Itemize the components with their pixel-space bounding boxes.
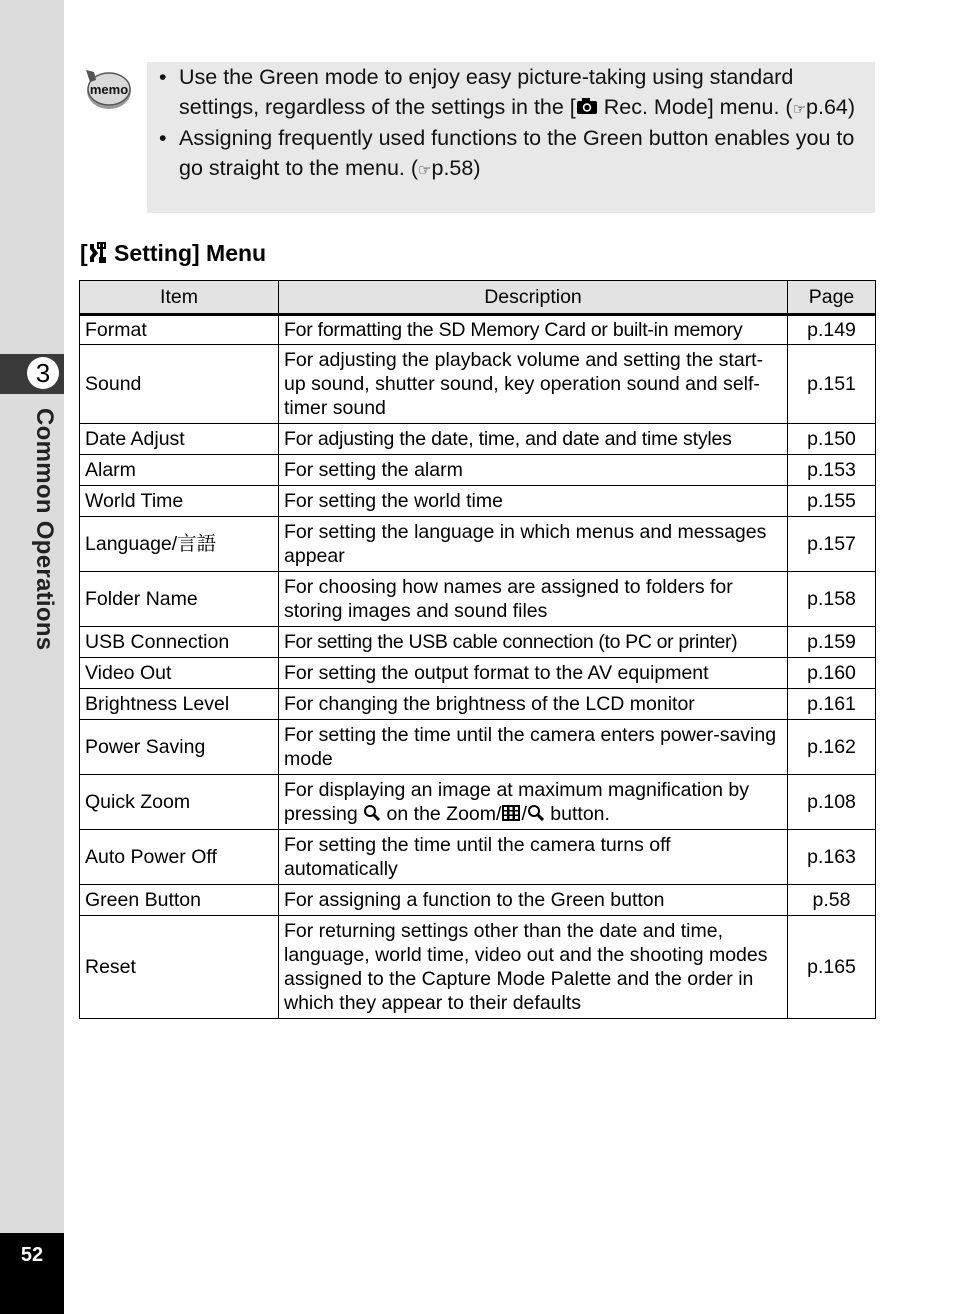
page-cell: p.158 <box>788 572 876 627</box>
memo-item <box>159 124 865 185</box>
wrench-icon <box>88 242 108 264</box>
page-cell: p.150 <box>788 424 876 455</box>
page-cell: p.161 <box>788 689 876 720</box>
table-row <box>80 689 876 720</box>
item-cell: Brightness Level <box>80 689 279 720</box>
table-row <box>80 775 876 830</box>
table-row <box>80 315 876 345</box>
memo-item <box>159 63 865 124</box>
item-cell: World Time <box>80 486 279 517</box>
table-row <box>80 885 876 916</box>
description-part: For displaying an image at maximum magnification by pressing <box>284 779 749 825</box>
description-cell: For formatting the SD Memory Card or built-in memory <box>279 315 788 345</box>
memo-ref: p.64) <box>806 94 856 119</box>
description-cell: For choosing how names are assigned to folders for storing images and sound files <box>279 572 788 627</box>
chapter-title: Common Operations <box>31 408 58 651</box>
table-header-row <box>80 281 876 315</box>
description-cell: For changing the brightness of the LCD monitor <box>279 689 788 720</box>
description-cell: For setting the time until the camera enters power-saving mode <box>279 720 788 775</box>
item-cell: Date Adjust <box>80 424 279 455</box>
table-row <box>80 658 876 689</box>
description-cell: For setting the alarm <box>279 455 788 486</box>
item-cell: Quick Zoom <box>80 775 279 830</box>
table-row <box>80 720 876 775</box>
description-cell: For setting the language in which menus and messages appear <box>279 517 788 572</box>
page-cell: p.151 <box>788 345 876 424</box>
page-cell: p.149 <box>788 315 876 345</box>
pointing-hand-icon: ☞ <box>418 161 432 179</box>
header-description: Description <box>279 281 788 315</box>
item-cell: Language/言語 <box>80 517 279 572</box>
bullet: • <box>159 65 167 89</box>
table-row <box>80 486 876 517</box>
page-cell: p.160 <box>788 658 876 689</box>
memo-box <box>147 62 875 213</box>
description-part: on the Zoom/ <box>381 803 502 825</box>
page-cell: p.159 <box>788 627 876 658</box>
table-row <box>80 517 876 572</box>
description-cell: For setting the USB cable connection (to PC or printer) <box>279 627 788 658</box>
section-heading <box>80 240 266 267</box>
chapter-sidebar <box>0 0 64 1314</box>
item-cell: Video Out <box>80 658 279 689</box>
page-number: 52 <box>20 1244 44 1266</box>
bullet: • <box>159 126 167 150</box>
description-part: button. <box>544 803 610 825</box>
thumbnail-grid-icon <box>501 804 521 822</box>
page-cell: p.157 <box>788 517 876 572</box>
memo-text-after: Rec. Mode] menu. ( <box>597 94 793 119</box>
item-cell: USB Connection <box>80 627 279 658</box>
header-item: Item <box>80 281 279 315</box>
item-cell: Reset <box>80 916 279 1019</box>
memo-text: Assigning frequently used functions to the Green button enables you to go straight to the menu. ( <box>179 126 855 180</box>
page-cell: p.153 <box>788 455 876 486</box>
description-part: / <box>521 803 527 825</box>
page-cell: p.163 <box>788 830 876 885</box>
memo-text: Use the Green mode to enjoy easy picture-taking using standard settings, regardless of the settings in the [ <box>179 65 794 119</box>
table-row <box>80 572 876 627</box>
table-row <box>80 424 876 455</box>
description-cell: For setting the time until the camera turns off automatically <box>279 830 788 885</box>
magnify-icon <box>363 804 381 822</box>
page-cell: p.162 <box>788 720 876 775</box>
table-row <box>80 916 876 1019</box>
item-cell: Alarm <box>80 455 279 486</box>
heading-title: Setting] Menu <box>107 240 267 266</box>
pointing-hand-icon: ☞ <box>792 100 807 118</box>
header-page: Page <box>788 281 876 315</box>
page-cell: p.58 <box>788 885 876 916</box>
item-cell: Green Button <box>80 885 279 916</box>
item-cell: Auto Power Off <box>80 830 279 885</box>
setting-menu-table <box>79 280 876 1019</box>
camera-icon <box>576 97 598 115</box>
table-row <box>80 627 876 658</box>
page-cell: p.108 <box>788 775 876 830</box>
magnify-icon <box>527 804 545 822</box>
description-cell: For adjusting the date, time, and date and time styles <box>279 424 788 455</box>
memo-icon <box>82 66 132 112</box>
description-cell: For assigning a function to the Green button <box>279 885 788 916</box>
table-row <box>80 345 876 424</box>
table-row <box>80 830 876 885</box>
page-cell: p.155 <box>788 486 876 517</box>
description-cell: For setting the world time <box>279 486 788 517</box>
item-cell: Power Saving <box>80 720 279 775</box>
memo-ref: p.58) <box>431 155 481 180</box>
item-cell: Sound <box>80 345 279 424</box>
heading-bracket: [ <box>80 240 88 266</box>
memo-icon-label: memo <box>89 82 129 97</box>
page-cell: p.165 <box>788 916 876 1019</box>
description-cell: For setting the output format to the AV equipment <box>279 658 788 689</box>
description-cell: For returning settings other than the date and time, language, world time, video out and the shooting modes assigned to the Capture Mode Palette and the order in which they appear to their defaults <box>279 916 788 1019</box>
chapter-number: 3 <box>27 357 59 389</box>
description-cell <box>279 775 788 830</box>
table-row <box>80 455 876 486</box>
item-cell: Format <box>80 315 279 345</box>
item-cell: Folder Name <box>80 572 279 627</box>
description-cell: For adjusting the playback volume and setting the start-up sound, shutter sound, key operation sound and self-timer sound <box>279 345 788 424</box>
